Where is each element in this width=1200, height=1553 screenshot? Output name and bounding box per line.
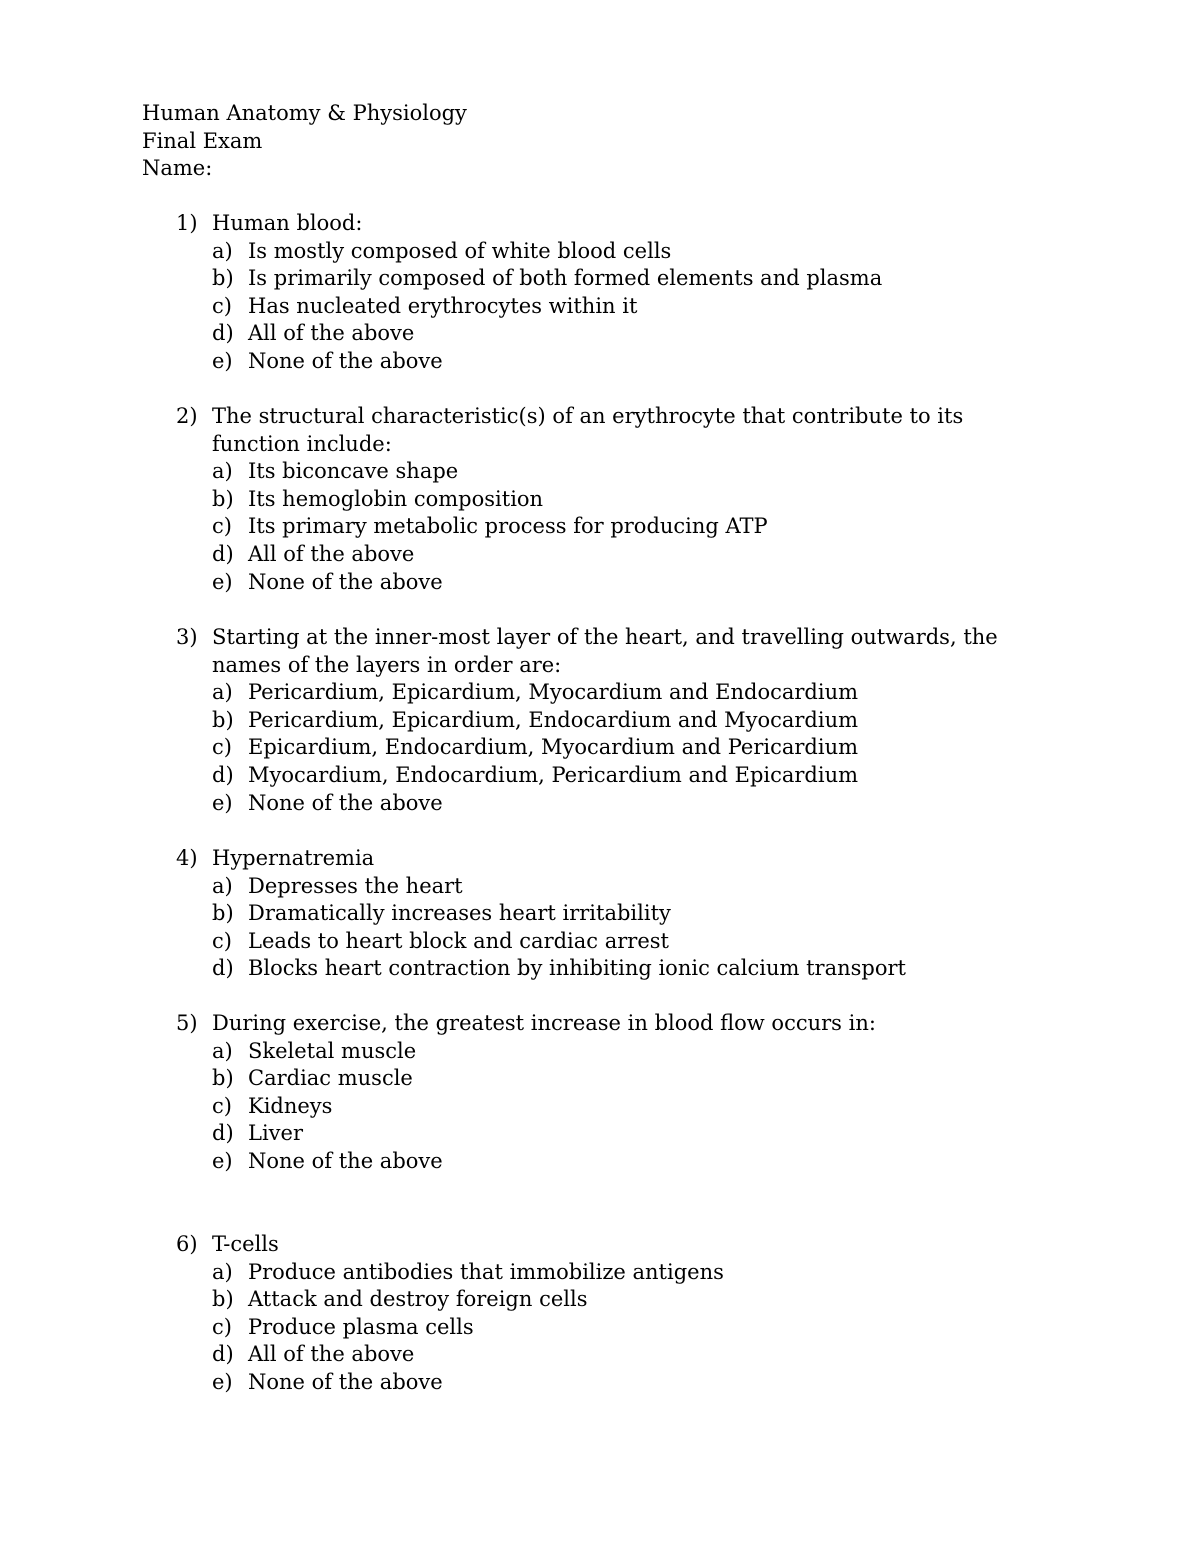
choice-letter: c) [212,928,232,953]
answer-choice-b [176,900,1056,928]
answer-choice-d [176,1341,1056,1369]
answer-choice-e [176,1369,1056,1397]
choice-letter: a) [212,1038,233,1063]
question-2 [176,403,1056,596]
choice-letter: a) [212,680,233,705]
choice-text: Depresses the heart [248,873,463,898]
choice-text: Is mostly composed of white blood cells [248,238,672,263]
choice-text: Produce plasma cells [248,1314,474,1339]
question-4 [176,845,1056,983]
choice-text: All of the above [248,541,415,566]
question-5 [176,1010,1056,1176]
choice-text: Produce antibodies that immobilize antigens [248,1259,724,1284]
question-text: The structural characteristic(s) of an erythrocyte that contribute to its function include: [212,404,964,456]
choice-letter: c) [212,293,232,318]
answer-choice-d [176,1120,1056,1148]
choice-text: All of the above [248,1342,415,1367]
question-stem [176,210,1056,238]
question-number: 3) [176,625,198,649]
answer-choices [176,458,1056,596]
choice-text: None of the above [248,790,443,815]
question-number: 2) [176,404,198,428]
answer-choices [176,873,1056,983]
choice-letter: b) [212,1066,234,1091]
answer-choice-a [176,238,1056,266]
answer-choice-a [176,1259,1056,1287]
answer-choice-b [176,1286,1056,1314]
question-text: Hypernatremia [212,846,375,870]
question-text: Human blood: [212,211,363,235]
choice-text: Epicardium, Endocardium, Myocardium and Pericardium [248,735,859,760]
choice-letter: c) [212,1314,232,1339]
choice-text: Leads to heart block and cardiac arrest [248,928,669,953]
choice-text: None of the above [248,348,443,373]
question-number: 5) [176,1011,198,1035]
exam-header [142,100,1042,183]
question-stem [176,845,1056,873]
choice-letter: e) [212,1369,233,1394]
answer-choice-e [176,569,1056,597]
course-title: Human Anatomy & Physiology [142,101,467,125]
answer-choice-a [176,458,1056,486]
choice-text: Dramatically increases heart irritability [248,901,671,926]
choice-letter: a) [212,873,233,898]
choice-text: Liver [248,1121,303,1146]
answer-choice-c [176,1314,1056,1342]
question-3 [176,624,1056,817]
question-6 [176,1231,1056,1397]
answer-choice-b [176,486,1056,514]
answer-choices [176,238,1056,376]
choice-letter: b) [212,486,234,511]
choice-letter: e) [212,569,233,594]
answer-choice-c [176,513,1056,541]
choice-letter: b) [212,1287,234,1312]
question-stem [176,403,1056,458]
choice-letter: e) [212,1148,233,1173]
answer-choice-a [176,873,1056,901]
choice-text: Attack and destroy foreign cells [248,1287,588,1312]
question-number: 1) [176,211,198,235]
choice-letter: d) [212,1121,234,1146]
question-number: 4) [176,846,198,870]
choice-letter: e) [212,348,233,373]
answer-choice-c [176,734,1056,762]
answer-choice-d [176,762,1056,790]
answer-choice-c [176,1093,1056,1121]
question-stem [176,1010,1056,1038]
choice-text: Its biconcave shape [248,459,459,484]
choice-text: Cardiac muscle [248,1066,413,1091]
choice-text: Skeletal muscle [248,1038,417,1063]
answer-choice-c [176,928,1056,956]
choice-letter: a) [212,1259,233,1284]
question-1 [176,210,1056,376]
choice-letter: d) [212,321,234,346]
question-number: 6) [176,1232,198,1256]
answer-choice-e [176,790,1056,818]
choice-text: Blocks heart contraction by inhibiting ionic calcium transport [248,956,906,981]
choice-text: Has nucleated erythrocytes within it [248,293,638,318]
choice-text: Its primary metabolic process for producing ATP [248,514,768,539]
question-text: During exercise, the greatest increase in blood flow occurs in: [212,1011,876,1035]
answer-choice-c [176,293,1056,321]
choice-letter: b) [212,707,234,732]
choice-text: Kidneys [248,1093,333,1118]
answer-choices [176,679,1056,817]
choice-letter: d) [212,956,234,981]
answer-choice-b [176,1065,1056,1093]
answer-choice-a [176,1038,1056,1066]
choice-text: None of the above [248,1148,443,1173]
choice-letter: b) [212,266,234,291]
choice-letter: a) [212,459,233,484]
choice-letter: b) [212,901,234,926]
answer-choice-e [176,348,1056,376]
answer-choice-a [176,679,1056,707]
question-stem [176,624,1056,679]
choice-letter: d) [212,1342,234,1367]
choice-text: Its hemoglobin composition [248,486,544,511]
answer-choice-b [176,707,1056,735]
choice-text: None of the above [248,1369,443,1394]
choice-text: None of the above [248,569,443,594]
answer-choice-e [176,1148,1056,1176]
choice-text: Myocardium, Endocardium, Pericardium and Epicardium [248,762,859,787]
answer-choice-d [176,320,1056,348]
choice-text: Pericardium, Epicardium, Endocardium and Myocardium [248,707,859,732]
choice-letter: d) [212,762,234,787]
choice-letter: c) [212,514,232,539]
choice-text: Pericardium, Epicardium, Myocardium and Endocardium [248,680,859,705]
choice-text: Is primarily composed of both formed elements and plasma [248,266,883,291]
answer-choices [176,1259,1056,1397]
choice-letter: e) [212,790,233,815]
exam-title: Final Exam [142,128,263,153]
choice-letter: c) [212,1093,232,1118]
answer-choice-d [176,955,1056,983]
question-text: T-cells [212,1232,279,1256]
choice-text: All of the above [248,321,415,346]
answer-choice-d [176,541,1056,569]
answer-choice-b [176,265,1056,293]
choice-letter: a) [212,238,233,263]
name-label: Name: [142,156,213,181]
answer-choices [176,1038,1056,1176]
choice-letter: d) [212,541,234,566]
question-text: Starting at the inner-most layer of the heart, and travelling outwards, the names of the layers in order are: [212,625,998,677]
question-stem [176,1231,1056,1259]
choice-letter: c) [212,735,232,760]
